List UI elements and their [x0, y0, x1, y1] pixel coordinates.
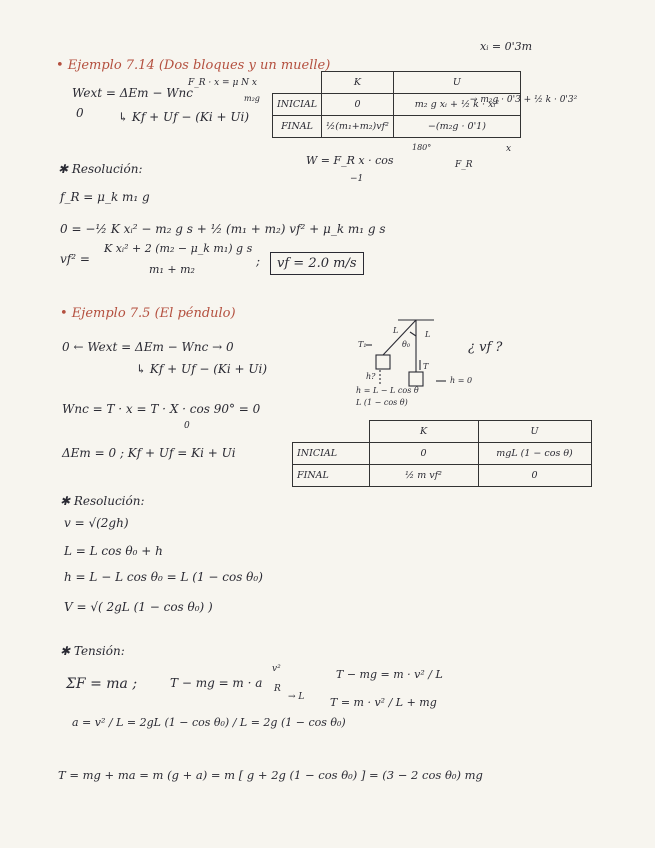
energy-equation: ↳ Kf + Uf − (Ki + Ui): [118, 110, 249, 124]
length-line: L = L cos θ₀ + h: [64, 544, 163, 558]
label-h-zero: h = 0: [450, 376, 473, 385]
tension-eq-2: T − mg = m · v² / L: [336, 668, 443, 681]
row-initial-label-2: INICIAL: [293, 443, 370, 465]
final-u: −(m₂g · 0'1): [393, 116, 520, 138]
wnc-zero: 0: [184, 421, 190, 431]
head-k: K: [322, 72, 394, 94]
angle-note: 180°: [412, 143, 432, 152]
head-k-2: K: [369, 421, 478, 443]
resolution-title-2: ✱ Resolución:: [60, 494, 145, 508]
label-t-right: T: [423, 362, 429, 371]
row-initial-label: INICIAL: [273, 94, 322, 116]
energy-table-2: [292, 420, 592, 487]
fr-arrow-label: F_R: [455, 160, 473, 170]
wnc-equation: Wnc = T · x = T · X · cos 90° = 0: [62, 402, 261, 416]
vf-separator: ;: [256, 254, 261, 268]
acceleration-line: a = v² / L = 2gL (1 − cos θ₀) / L = 2g (1 − cos θ₀): [72, 716, 346, 729]
arrow-to-l: → L: [288, 692, 305, 702]
newton-sum: ΣF = ma ;: [66, 676, 138, 692]
row-final-label: FINAL: [273, 116, 322, 138]
initial-k-2: 0: [369, 443, 478, 465]
head-u: U: [393, 72, 520, 94]
string-displaced: [383, 320, 416, 355]
final-tension-line: T = mg + ma = m (g + a) = m [ g + 2g (1 − cos θ₀) ] = (3 − 2 cos θ₀) mg: [58, 768, 483, 782]
label-h-question: h?: [366, 372, 376, 381]
energy-equation-2: ↳ Kf + Uf − (Ki + Ui): [136, 362, 267, 376]
friction-force-line: f_R = μ_k m₁ g: [60, 190, 150, 204]
zero-mark: 0: [76, 106, 84, 120]
tension-title: ✱ Tensión:: [60, 644, 125, 658]
energy-balance-line: 0 = −½ K xᵢ² − m₂ g s + ½ (m₁ + m₂) vf² + μ_k m₁ g s: [60, 222, 386, 236]
velocity-line: v = √(2gh): [64, 516, 129, 530]
initial-u-2: mgL (1 − cos θ): [478, 443, 591, 465]
head-u-2: U: [478, 421, 591, 443]
initial-u: m₂ g xᵢ + ½ k · xᵢ²: [393, 94, 520, 116]
xi-value: xᵢ = 0'3m: [480, 40, 533, 53]
example-714-title: • Ejemplo 7.14 (Dos bloques y un muelle): [56, 58, 331, 73]
final-k-2: ½ m vf²: [369, 465, 478, 487]
vf-lhs: vf² =: [60, 252, 90, 266]
initial-k: 0: [322, 94, 394, 116]
label-l1: L: [393, 326, 399, 335]
m2g-note: m₂g: [244, 94, 260, 103]
bob-bottom: [409, 372, 423, 386]
work-friction: W = F_R x · cos: [306, 154, 394, 167]
resolution-title-1: ✱ Resolución:: [58, 162, 143, 176]
cos-value: −1: [350, 174, 364, 184]
vf-result-box: vf = 2.0 m/s: [270, 252, 364, 275]
energy-conservation: ΔEm = 0 ; Kf + Uf = Ki + Ui: [62, 446, 236, 460]
label-t-left: T₁: [358, 340, 367, 349]
row-final-label-2: FINAL: [293, 465, 370, 487]
tension-eq-3: T = m · v² / L + mg: [330, 696, 437, 709]
final-u-2: 0: [478, 465, 591, 487]
tension-eq-1: T − mg = m · a: [170, 676, 263, 690]
table-side-note: → m₂g · 0'3 + ½ k · 0'3²: [470, 95, 578, 105]
velocity-final-line: V = √( 2gL (1 − cos θ₀) ): [64, 600, 213, 614]
angle-arc: [410, 332, 416, 336]
label-l2: L: [425, 330, 431, 339]
x-arrow-label: x: [506, 144, 512, 154]
work-equation-2: 0 ← Wext = ΔEm − Wnc → 0: [62, 340, 234, 354]
example-75-title: • Ejemplo 7.5 (El péndulo): [60, 306, 236, 321]
frac-v2: v²: [272, 664, 281, 674]
bob-displaced: [376, 355, 390, 369]
h-formula-1: h = L − L cos θ: [356, 386, 419, 395]
frac-r: R: [274, 684, 281, 694]
vf-denominator: m₁ + m₂: [149, 263, 195, 276]
friction-note: F_R · x = μ N x: [188, 78, 257, 88]
final-k: ½(m₁+m₂)vf²: [322, 116, 394, 138]
vf-numerator: K xᵢ² + 2 (m₂ − μ_k m₁) g s: [104, 242, 253, 255]
work-equation: Wext = ΔEm − Wnc: [72, 86, 194, 100]
height-line: h = L − L cos θ₀ = L (1 − cos θ₀): [64, 570, 263, 584]
vf-question: ¿ vf ?: [468, 340, 503, 355]
h-formula-2: L (1 − cos θ): [356, 398, 408, 407]
label-theta: θ₀: [402, 340, 411, 349]
